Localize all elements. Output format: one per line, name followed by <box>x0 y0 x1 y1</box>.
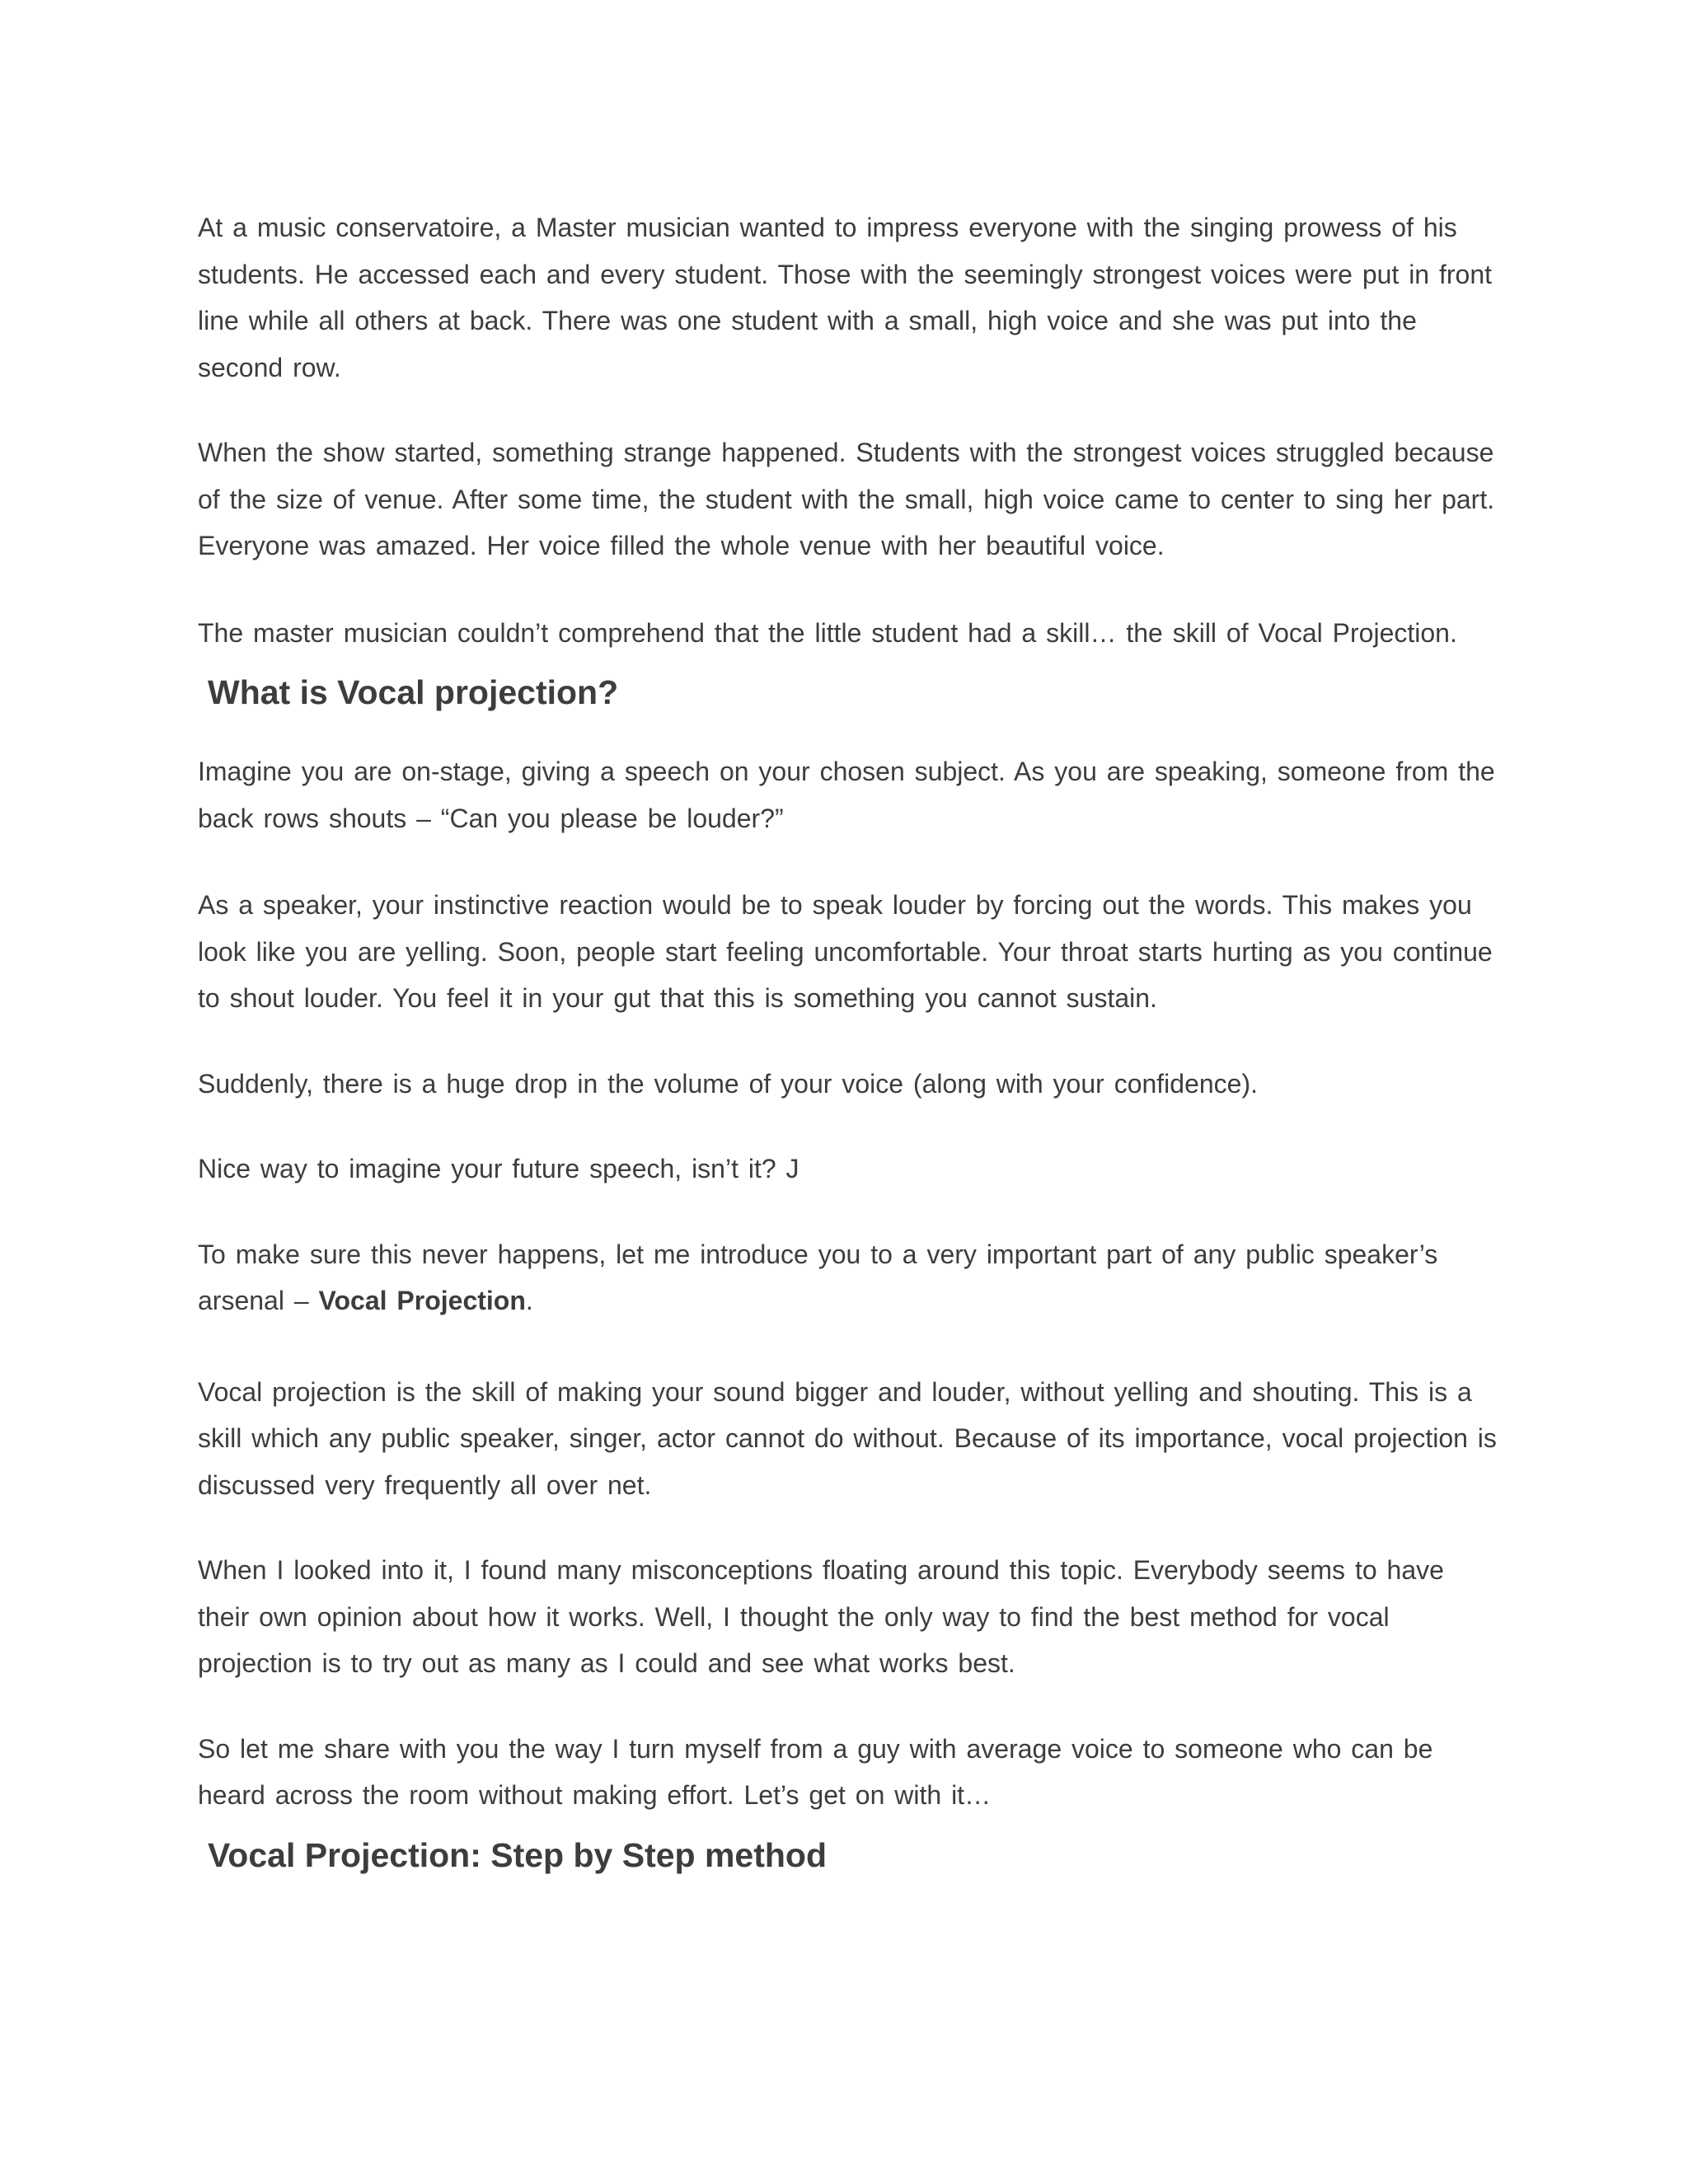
section-heading-what-is-vocal-projection: What is Vocal projection? <box>208 673 619 711</box>
arsenal-period: . <box>525 1286 533 1315</box>
paragraph-intro-2: When the show started, something strange happened. Students with the strongest voices struggled because of the size of venue. After some time, the student with the small, high voice came to center to sing her part. Everyone was amazed. Her voice filled the whole venue with her beautiful voice. <box>198 438 1495 560</box>
paragraph-intro-1: At a music conservatoire, a Master musician wanted to impress everyone with the singing prowess of his students. He accessed each and every student. Those with the seemingly strongest voices were put in front line while all others at back. There was one student with a small, high voice and she was put into the second row. <box>198 213 1493 382</box>
paragraph-intro-3: The master musician couldn’t comprehend that the little student had a skill… the skill of Vocal Projection. <box>198 617 1457 648</box>
vocal-projection-bold: Vocal Projection <box>318 1286 526 1315</box>
paragraph-arsenal <box>198 1231 1500 1324</box>
document-body <box>198 204 1500 1878</box>
arsenal-text: To make sure this never happens, let me introduce you to a very important part of any public speaker’s arsenal – <box>198 1239 1438 1315</box>
paragraph-suddenly: Suddenly, there is a huge drop in the volume of your voice (along with your confidence). <box>198 1068 1259 1099</box>
paragraph-nice-way: Nice way to imagine your future speech, isn’t it? J <box>198 1154 799 1183</box>
paragraph-share: So let me share with you the way I turn myself from a guy with average voice to someone who can be heard across the room without making effort. Let’s get on with it… <box>198 1733 1433 1810</box>
section-heading-step-by-step: Vocal Projection: Step by Step method <box>208 1835 828 1874</box>
paragraph-definition: Vocal projection is the skill of making your sound bigger and louder, without yelling and shouting. This is a skill which any public speaker, singer, actor cannot do without. Because of its importance, vocal projection is discussed very frequently all over net. <box>198 1376 1497 1500</box>
paragraph-misconceptions: When I looked into it, I found many misconceptions floating around this topic. Everybody seems to have their own opinion about how it works. Well, I thought the only way to find the best method for vocal projection is to try out as many as I could and see what works best. <box>198 1555 1444 1678</box>
paragraph-imagine: Imagine you are on-stage, giving a speech on your chosen subject. As you are speaking, someone from the back rows shouts – “Can you please be louder?” <box>198 757 1495 833</box>
paragraph-instinctive-reaction: As a speaker, your instinctive reaction would be to speak louder by forcing out the words. This makes you look like you are yelling. Soon, people start feeling uncomfortable. Your throat starts hurting as you continue to shout louder. You feel it in your gut that this is something you cannot sustain. <box>198 890 1493 1013</box>
